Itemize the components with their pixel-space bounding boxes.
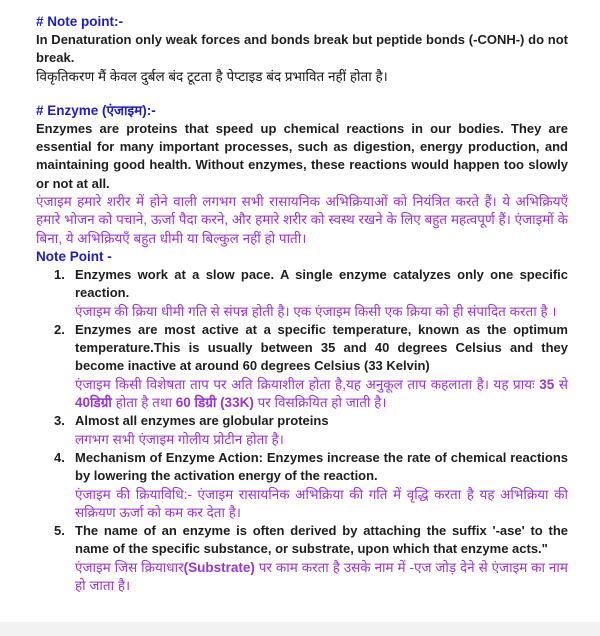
note-point-hindi-text: विकृतिकरण मैं केवल दुर्बल बंद टूटता है पेप्टाइड बंद प्रभावित नहीं होता है। (36, 68, 388, 84)
list-item-number: 2. (54, 321, 65, 337)
enzyme-hindi-text: एंजाइम हमारे शरीर में होने वाली लगभग सभी रासायनिक अभिक्रियाओं को नियंत्रित करते हैं। ये अभिक्रियएँ हमारे भोजन को पचाने, ऊर्जा पैदा करने, और हमारे शरीर को स्वस्थ रखने के लिए बहुत महत्वपूर्ण हैं। एंजाइमों के बिना, ये अभिक्रियएँ बहुत धीमी या बिल्कुल नहीं हो पाती। (36, 194, 568, 246)
enzyme-english-text: Enzymes are proteins that speed up chemical reactions in our bodies. They are essential for many important processes, such as digestion, energy production, and maintaining good health. Without enzymes, these reactions would happen too slowly or not at all. (36, 120, 568, 191)
list-item-hindi: एंजाइम किसी विशेषता ताप पर अति क्रियाशील होता है,यह अनुकूल ताप कहलाता है। यह प्रायः 35 से 40डिग्री होता है तथा 60 डिग्री (33K) पर विसक्रियित हो जाती है। (75, 376, 568, 411)
list-item-number: 1. (54, 266, 65, 282)
footer-bar (0, 622, 600, 636)
note-list-item (36, 321, 568, 412)
note-list-item (36, 266, 568, 321)
section-note-point (36, 13, 568, 86)
note-list-item (36, 449, 568, 522)
list-item-english: Enzymes work at a slow pace. A single enzyme catalyzes only one specific reaction. (75, 266, 568, 301)
note-list-item (36, 522, 568, 595)
list-item-english: Enzymes are most active at a specific temperature, known as the optimum temperature.This is usually between 35 and 40 degrees Celsius and they become inactive at around 60 degrees Celsius (33 Kelvin) (75, 321, 568, 374)
list-item-english: The name of an enzyme is often derived by attaching the suffix '-ase' to the name of the specific substance, or substrate, upon which that enzyme acts." (75, 523, 568, 557)
note-point-list (36, 266, 568, 595)
list-item-hindi: एंजाइम जिस क्रियाधार(Substrate) पर काम करता है उसके नाम में -एज जोड़ देने से एंजाइम का नाम हो जाता है। (75, 559, 568, 594)
section-enzyme (36, 102, 568, 248)
note-point-english-text: In Denaturation only weak forces and bonds break but peptide bonds (-CONH-) do not break. (36, 32, 568, 66)
list-item-english: Almost all enzymes are globular proteins (75, 413, 329, 429)
list-item-hindi: एंजाइम की क्रियाविधि:- एंजाइम रासायनिक अभिक्रिया की गति में वृद्धि करता है यह अभिक्रिया की सक्रियण ऊर्जा को कम कर देता है। (75, 486, 568, 520)
list-item-hindi: एंजाइम की क्रिया धीमी गति से संपन्न होती है। एक एंजाइम किसी एक क्रिया को ही संपादित करता है । (75, 303, 557, 319)
note-list-item (36, 412, 568, 449)
list-item-number: 5. (54, 523, 65, 539)
list-item-number: 4. (54, 449, 65, 465)
list-item-number: 3. (54, 413, 65, 429)
list-item-hindi: लगभग सभी एंजाइम गोलीय प्रोटीन होता है। (75, 431, 284, 447)
enzyme-heading: # Enzyme (एंजाइम):- (36, 102, 156, 118)
note-point-heading: # Note point:- (36, 14, 123, 29)
list-item-english: Mechanism of Enzyme Action: Enzymes increase the rate of chemical reactions by lowering the activation energy of the reaction. (75, 449, 568, 484)
note-list-heading: Note Point - (36, 248, 112, 264)
